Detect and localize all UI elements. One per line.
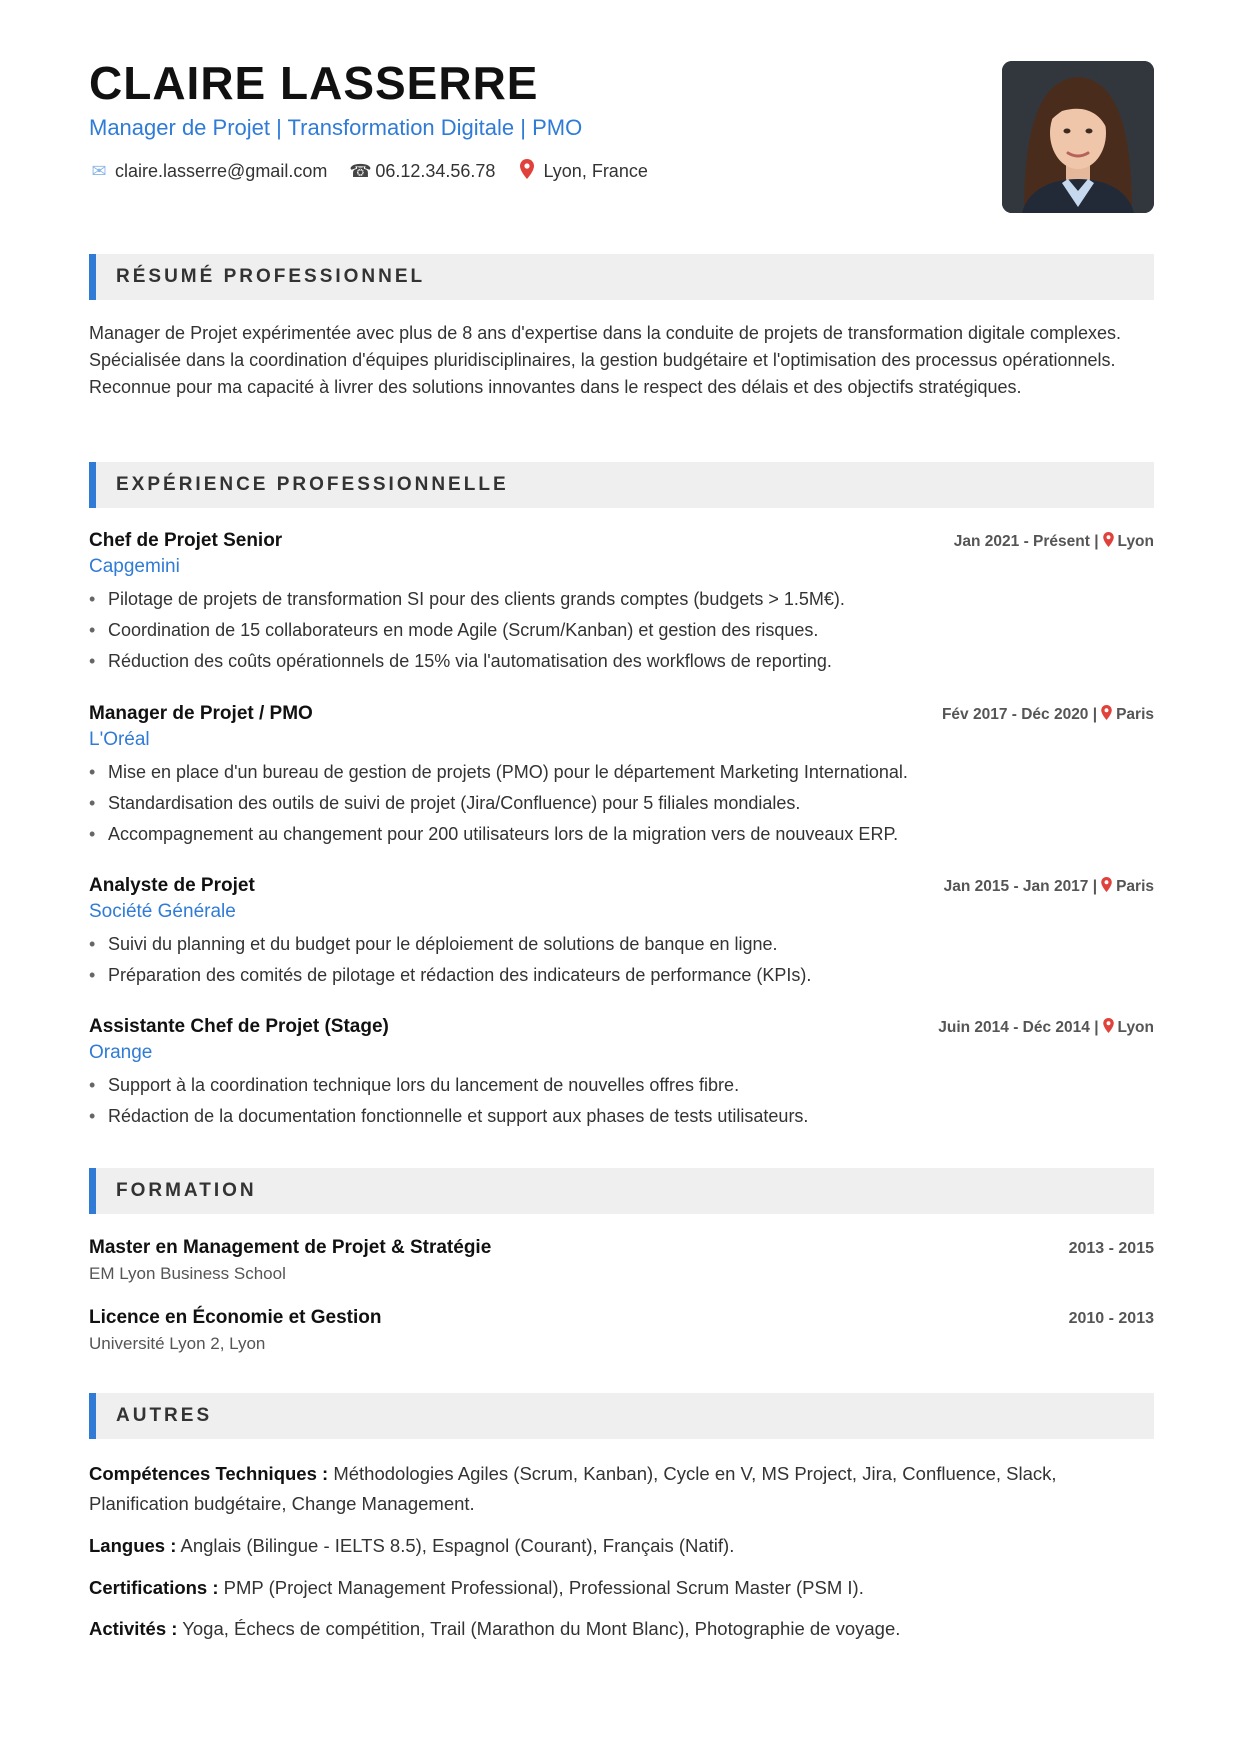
- job-company: Société Générale: [89, 901, 236, 922]
- other-label: Certifications :: [89, 1577, 219, 1598]
- education-school: Université Lyon 2, Lyon: [89, 1334, 266, 1353]
- other-activities: [89, 1614, 1154, 1644]
- job-bullet: • Support à la coordination technique lors du lancement de nouvelles offres fibre.: [89, 1070, 1154, 1101]
- other-languages: [89, 1531, 1154, 1561]
- job-bullet: • Accompagnement au changement pour 200 utilisateurs lors de la migration vers de nouveaux ERP.: [89, 819, 1154, 850]
- job-dates: Jan 2021 - Présent |: [953, 533, 1099, 550]
- job-dates: Juin 2014 - Déc 2014 |: [938, 1019, 1099, 1036]
- education-item: [89, 1237, 1154, 1284]
- job-meta: [938, 1018, 1154, 1038]
- education-school: EM Lyon Business School: [89, 1264, 286, 1283]
- job-bullet: • Suivi du planning et du budget pour le déploiement de solutions de banque en ligne.: [89, 929, 1154, 960]
- section-header-summary: RÉSUMÉ PROFESSIONNEL: [89, 254, 1154, 300]
- envelope-icon: ✉: [91, 160, 107, 181]
- experience-item: [89, 875, 1154, 991]
- job-bullets: [89, 1070, 1154, 1132]
- map-pin-icon: [1103, 1018, 1114, 1038]
- map-pin-icon: [1103, 532, 1114, 552]
- job-bullet: • Rédaction de la documentation fonctionnelle et support aux phases de tests utilisateurs.: [89, 1101, 1154, 1132]
- job-bullet: • Standardisation des outils de suivi de projet (Jira/Confluence) pour 5 filiales mondiales.: [89, 788, 1154, 819]
- section-header-experience: EXPÉRIENCE PROFESSIONNELLE: [89, 462, 1154, 508]
- education-item: [89, 1307, 1154, 1354]
- job-bullet: • Réduction des coûts opérationnels de 15% via l'automatisation des workflows de reporting.: [89, 646, 1154, 677]
- experience-item: [89, 703, 1154, 850]
- contact-email[interactable]: [89, 161, 327, 182]
- map-pin-icon: [1101, 705, 1112, 725]
- job-city: Paris: [1116, 878, 1154, 895]
- job-company: Capgemini: [89, 556, 180, 577]
- job-meta: [944, 877, 1154, 897]
- other-skills: [89, 1459, 1154, 1519]
- education-degree: Licence en Économie et Gestion: [89, 1307, 382, 1328]
- experience-item: [89, 530, 1154, 677]
- job-title: Analyste de Projet: [89, 875, 255, 896]
- contact-location: [517, 159, 647, 184]
- summary-text: Manager de Projet expérimentée avec plus de 8 ans d'expertise dans la conduite de projets de transformation digitale complexes. Spécialisée dans la coordination d'équipes pluridisciplinaires, la gestion budgétaire et l'optimisation des processus opérationnels. Reconnue pour ma capacité à livrer des solutions innovantes dans le respect des délais et des objectifs stratégiques.: [89, 323, 1122, 397]
- location-text: Lyon, France: [543, 160, 648, 181]
- map-pin-icon: [517, 159, 537, 184]
- other-label: Activités :: [89, 1618, 178, 1639]
- job-title: Assistante Chef de Projet (Stage): [89, 1016, 389, 1037]
- job-bullets: [89, 584, 1154, 677]
- job-meta: [954, 532, 1154, 552]
- job-bullets: [89, 757, 1154, 850]
- other-certifications: [89, 1573, 1154, 1603]
- job-bullet: • Coordination de 15 collaborateurs en mode Agile (Scrum/Kanban) et gestion des risques.: [89, 615, 1154, 646]
- phone-icon: ☎: [349, 160, 372, 181]
- job-bullet: • Pilotage de projets de transformation SI pour des clients grands comptes (budgets > 1.5M€).: [89, 584, 1154, 615]
- contact-info: [89, 159, 789, 184]
- job-meta: [942, 705, 1154, 725]
- other-label: Compétences Techniques :: [89, 1463, 329, 1484]
- job-bullets: [89, 929, 1154, 991]
- experience-item: [89, 1016, 1154, 1132]
- education-degree: Master en Management de Projet & Stratégie: [89, 1237, 492, 1258]
- education-years: 2013 - 2015: [1068, 1240, 1154, 1257]
- job-bullet: • Mise en place d'un bureau de gestion de projets (PMO) pour le département Marketing International.: [89, 757, 1154, 788]
- job-company: L'Oréal: [89, 729, 150, 750]
- resume-header: [89, 58, 789, 184]
- job-title: Chef de Projet Senior: [89, 530, 283, 551]
- profile-photo: [1002, 61, 1154, 213]
- candidate-name: CLAIRE LASSERRE: [89, 57, 539, 109]
- other-label: Langues :: [89, 1535, 177, 1556]
- section-header-other: AUTRES: [89, 1393, 1154, 1439]
- job-dates: Jan 2015 - Jan 2017 |: [943, 878, 1098, 895]
- contact-phone[interactable]: [349, 161, 495, 182]
- other-value: Méthodologies Agiles (Scrum, Kanban), Cycle en V, MS Project, Jira, Confluence, Slack, Planification budgétaire, Change Management.: [89, 1463, 1057, 1514]
- other-value: Yoga, Échecs de compétition, Trail (Marathon du Mont Blanc), Photographie de voyage.: [182, 1618, 901, 1639]
- other-value: Anglais (Bilingue - IELTS 8.5), Espagnol (Courant), Français (Natif).: [180, 1535, 735, 1556]
- candidate-headline: Manager de Projet | Transformation Digitale | PMO: [89, 114, 583, 140]
- phone-text: 06.12.34.56.78: [375, 160, 496, 181]
- job-company: Orange: [89, 1042, 153, 1063]
- email-text: claire.lasserre@gmail.com: [115, 160, 328, 181]
- job-bullet: • Préparation des comités de pilotage et rédaction des indicateurs de performance (KPIs).: [89, 960, 1154, 991]
- job-city: Lyon: [1117, 1019, 1154, 1036]
- map-pin-icon: [1101, 877, 1112, 897]
- job-dates: Fév 2017 - Déc 2020 |: [941, 706, 1098, 723]
- education-years: 2010 - 2013: [1068, 1310, 1154, 1327]
- job-city: Lyon: [1117, 533, 1154, 550]
- section-header-education: FORMATION: [89, 1168, 1154, 1214]
- job-city: Paris: [1116, 706, 1154, 723]
- job-title: Manager de Projet / PMO: [89, 703, 313, 724]
- other-value: PMP (Project Management Professional), Professional Scrum Master (PSM I).: [223, 1577, 864, 1598]
